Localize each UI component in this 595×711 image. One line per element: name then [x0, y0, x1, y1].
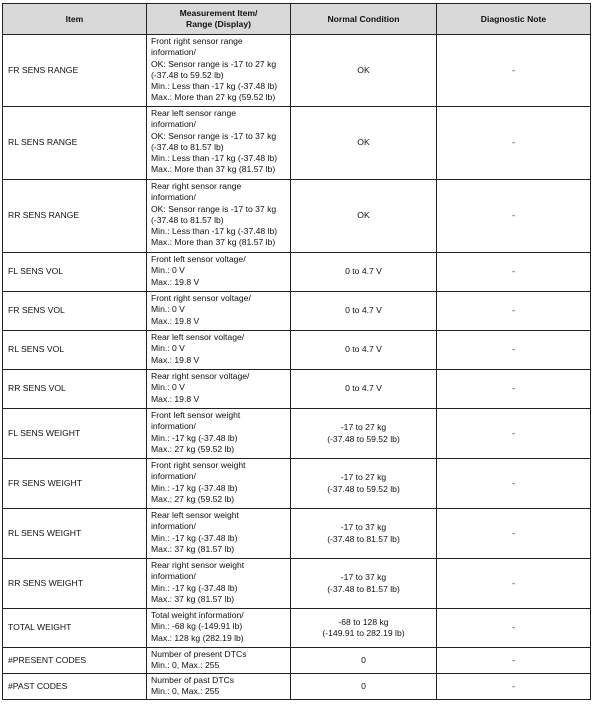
table-row	[3, 35, 591, 107]
normal-condition-cell: 0 to 4.7 V	[291, 253, 437, 292]
table-row	[3, 370, 591, 409]
header-normal-condition: Normal Condition	[291, 4, 437, 35]
diagnostic-note-cell: -	[437, 370, 591, 409]
item-cell: #PAST CODES	[3, 674, 147, 700]
diagnostic-note-cell: -	[437, 331, 591, 370]
normal-condition-cell: -17 to 37 kg (-37.48 to 81.57 lb)	[291, 559, 437, 609]
normal-condition-cell: OK	[291, 35, 437, 107]
normal-condition-cell: OK	[291, 180, 437, 253]
measurement-cell: Front left sensor weight information/ Min.: -17 kg (-37.48 lb) Max.: 27 kg (59.52 lb)	[147, 409, 291, 459]
normal-condition-cell: 0 to 4.7 V	[291, 331, 437, 370]
normal-condition-cell: 0	[291, 674, 437, 700]
measurement-cell: Front left sensor voltage/ Min.: 0 V Max.: 19.8 V	[147, 253, 291, 292]
diagnostic-note-cell: -	[437, 292, 591, 331]
normal-condition-cell: -68 to 128 kg (-149.91 to 282.19 lb)	[291, 609, 437, 648]
header-item: Item	[3, 4, 147, 35]
table-row	[3, 107, 591, 180]
header-measurement: Measurement Item/ Range (Display)	[147, 4, 291, 35]
measurement-cell: Rear left sensor voltage/ Min.: 0 V Max.: 19.8 V	[147, 331, 291, 370]
measurement-cell: Front right sensor weight information/ Min.: -17 kg (-37.48 lb) Max.: 27 kg (59.52 lb)	[147, 459, 291, 509]
normal-condition-cell: OK	[291, 107, 437, 180]
item-cell: RL SENS WEIGHT	[3, 509, 147, 559]
normal-condition-cell: -17 to 27 kg (-37.48 to 59.52 lb)	[291, 409, 437, 459]
diagnostic-note-cell: -	[437, 107, 591, 180]
item-cell: RR SENS RANGE	[3, 180, 147, 253]
diagnostic-note-cell: -	[437, 253, 591, 292]
measurement-cell: Number of present DTCs Min.: 0, Max.: 255	[147, 648, 291, 674]
diagnostic-note-cell: -	[437, 459, 591, 509]
measurement-cell: Rear left sensor weight information/ Min.: -17 kg (-37.48 lb) Max.: 37 kg (81.57 lb)	[147, 509, 291, 559]
item-cell: FR SENS VOL	[3, 292, 147, 331]
normal-condition-cell: 0 to 4.7 V	[291, 370, 437, 409]
diagnostic-note-cell: -	[437, 409, 591, 459]
diagnostic-note-cell: -	[437, 180, 591, 253]
table-body	[3, 35, 591, 700]
table-row	[3, 253, 591, 292]
table-row	[3, 648, 591, 674]
measurement-cell: Front right sensor range information/ OK: Sensor range is -17 to 27 kg (-37.48 to 59.52 lb) Min.: Less than -17 kg (-37.48 lb) Max.: More than 27 kg (59.52 lb)	[147, 35, 291, 107]
diagnostic-note-cell: -	[437, 509, 591, 559]
table-row	[3, 609, 591, 648]
item-cell: RL SENS VOL	[3, 331, 147, 370]
item-cell: RL SENS RANGE	[3, 107, 147, 180]
table-row	[3, 459, 591, 509]
table-row	[3, 409, 591, 459]
header-row	[3, 4, 591, 35]
item-cell: FR SENS WEIGHT	[3, 459, 147, 509]
item-cell: RR SENS WEIGHT	[3, 559, 147, 609]
normal-condition-cell: 0	[291, 648, 437, 674]
measurement-cell: Rear right sensor weight information/ Min.: -17 kg (-37.48 lb) Max.: 37 kg (81.57 lb)	[147, 559, 291, 609]
table-row	[3, 674, 591, 700]
data-list-table	[2, 3, 591, 700]
table-row	[3, 180, 591, 253]
diagnostic-note-cell: -	[437, 648, 591, 674]
measurement-cell: Number of past DTCs Min.: 0, Max.: 255	[147, 674, 291, 700]
diagnostic-note-cell: -	[437, 674, 591, 700]
item-cell: FR SENS RANGE	[3, 35, 147, 107]
normal-condition-cell: -17 to 37 kg (-37.48 to 81.57 lb)	[291, 509, 437, 559]
measurement-cell: Rear right sensor range information/ OK: Sensor range is -17 to 37 kg (-37.48 to 81.57 lb) Min.: Less than -17 kg (-37.48 lb) Max.: More than 37 kg (81.57 lb)	[147, 180, 291, 253]
measurement-cell: Rear left sensor range information/ OK: Sensor range is -17 to 37 kg (-37.48 to 81.57 lb) Min.: Less than -17 kg (-37.48 lb) Max.: More than 37 kg (81.57 lb)	[147, 107, 291, 180]
item-cell: #PRESENT CODES	[3, 648, 147, 674]
diagnostic-note-cell: -	[437, 559, 591, 609]
item-cell: RR SENS VOL	[3, 370, 147, 409]
normal-condition-cell: 0 to 4.7 V	[291, 292, 437, 331]
normal-condition-cell: -17 to 27 kg (-37.48 to 59.52 lb)	[291, 459, 437, 509]
diagnostic-note-cell: -	[437, 35, 591, 107]
measurement-cell: Front right sensor voltage/ Min.: 0 V Max.: 19.8 V	[147, 292, 291, 331]
table-header	[3, 4, 591, 35]
table-row	[3, 509, 591, 559]
measurement-cell: Rear right sensor voltage/ Min.: 0 V Max.: 19.8 V	[147, 370, 291, 409]
item-cell: FL SENS VOL	[3, 253, 147, 292]
measurement-cell: Total weight information/ Min.: -68 kg (-149.91 lb) Max.: 128 kg (282.19 lb)	[147, 609, 291, 648]
item-cell: TOTAL WEIGHT	[3, 609, 147, 648]
table-row	[3, 559, 591, 609]
item-cell: FL SENS WEIGHT	[3, 409, 147, 459]
table-row	[3, 292, 591, 331]
table-row	[3, 331, 591, 370]
diagnostic-note-cell: -	[437, 609, 591, 648]
header-diagnostic-note: Diagnostic Note	[437, 4, 591, 35]
